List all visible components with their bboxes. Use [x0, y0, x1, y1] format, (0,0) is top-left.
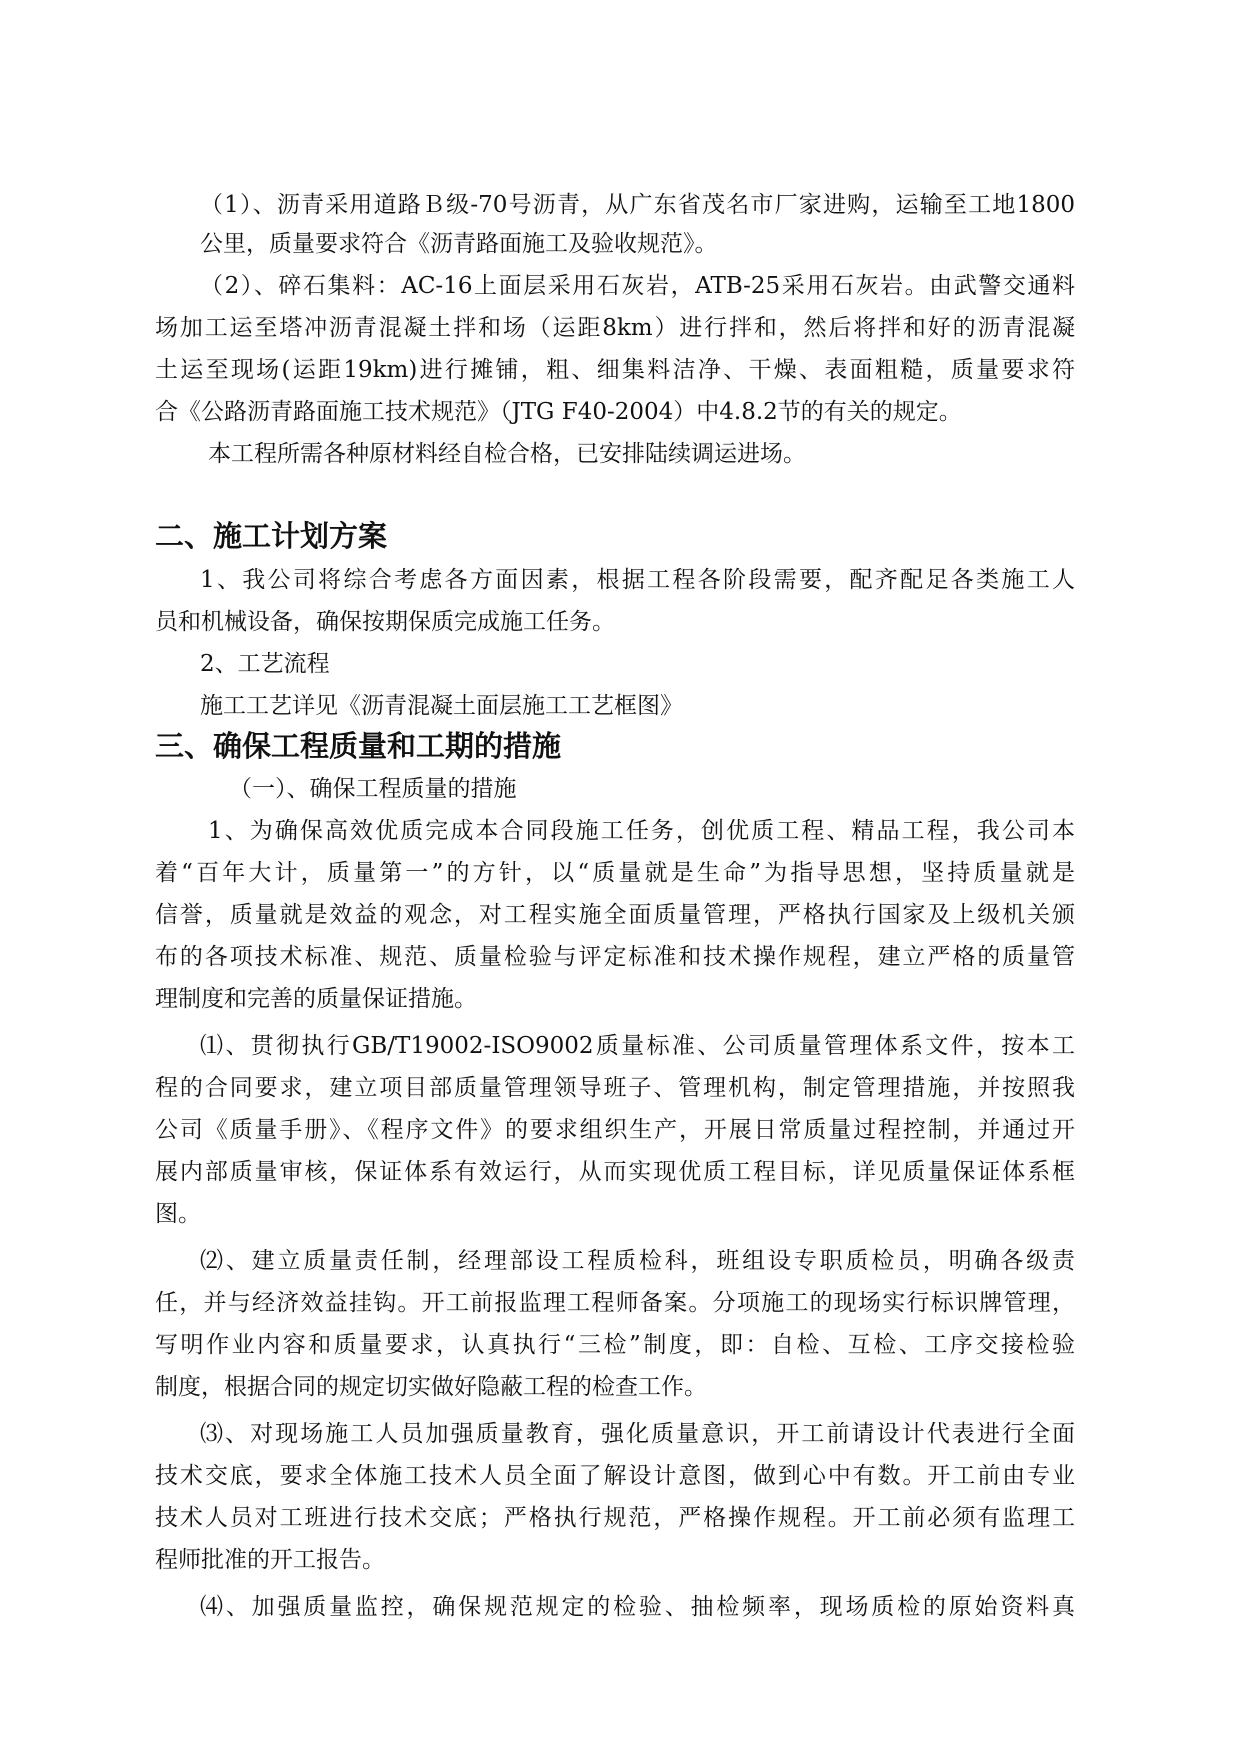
paragraph-line: 2、工艺流程: [200, 651, 330, 677]
paragraph-line: 施工工艺详见《沥青混凝土面层施工工艺框图》: [200, 693, 683, 719]
paragraph-line: 写明作业内容和质量要求，认真执行“三检”制度，即：自检、互检、工序交接检验: [155, 1332, 1075, 1358]
paragraph-line: （2）、碎石集料：AC-16上面层采用石灰岩，ATB-25采用石灰岩。由武警交通料: [200, 273, 1075, 299]
paragraph-line: 场加工运至塔冲沥青混凝土拌和场（运距8km）进行拌和，然后将拌和好的沥青混凝: [155, 315, 1075, 341]
paragraph-line: ⑷、加强质量监控，确保规范规定的检验、抽检频率，现场质检的原始资料真: [200, 1594, 1075, 1620]
sub-heading: （一）、确保工程质量的措施: [229, 776, 517, 802]
paragraph-line: 技术人员对工班进行技术交底；严格执行规范，严格操作规程。开工前必须有监理工: [155, 1505, 1075, 1531]
section-heading: 二、施工计划方案: [155, 519, 388, 553]
paragraph-line: 合《公路沥青路面施工技术规范》（JTG F40-2004）中4.8.2节的有关的规定。: [155, 399, 962, 425]
paragraph-line: 公司《质量手册》、《程序文件》的要求组织生产，开展日常质量过程控制，并通过开: [155, 1117, 1075, 1143]
paragraph-line: （1）、沥青采用道路Ｂ级-70号沥青，从广东省茂名市厂家进购，运输至工地1800: [200, 192, 1075, 218]
paragraph-line: 程的合同要求，建立项目部质量管理领导班子、管理机构，制定管理措施，并按照我: [155, 1075, 1075, 1101]
paragraph-line: ⑶、对现场施工人员加强质量教育，强化质量意识，开工前请设计代表进行全面: [200, 1421, 1075, 1447]
paragraph-line: 本工程所需各种原材料经自检合格，已安排陆续调运进场。: [208, 441, 806, 467]
section-heading: 三、确保工程质量和工期的措施: [155, 729, 562, 763]
paragraph-line: 理制度和完善的质量保证措施。: [155, 986, 477, 1012]
paragraph-line: ⑴、贯彻执行GB/T19002-ISO9002质量标准、公司质量管理体系文件，按本工: [200, 1033, 1075, 1059]
paragraph-line: 1、我公司将综合考虑各方面因素，根据工程各阶段需要，配齐配足各类施工人: [200, 567, 1075, 593]
paragraph-line: 布的各项技术标准、规范、质量检验与评定标准和技术操作规程，建立严格的质量管: [155, 944, 1075, 970]
paragraph-line: 程师批准的开工报告。: [155, 1547, 385, 1573]
paragraph-line: 员和机械设备，确保按期保质完成施工任务。: [155, 609, 615, 635]
paragraph-line: 土运至现场(运距19km)进行摊铺，粗、细集料洁净、干燥、表面粗糙，质量要求符: [155, 357, 1075, 383]
paragraph-line: ⑵、建立质量责任制，经理部设工程质检科，班组设专职质检员，明确各级责: [200, 1248, 1075, 1274]
paragraph-line: 信誉，质量就是效益的观念，对工程实施全面质量管理，严格执行国家及上级机关颁: [155, 902, 1075, 928]
paragraph-line: 制度，根据合同的规定切实做好隐蔽工程的检查工作。: [155, 1374, 707, 1400]
paragraph-line: 1、为确保高效优质完成本合同段施工任务，创优质工程、精品工程，我公司本: [208, 818, 1075, 844]
paragraph-line: 展内部质量审核，保证体系有效运行，从而实现优质工程目标，详见质量保证体系框: [155, 1159, 1075, 1185]
paragraph-line: 图。: [155, 1201, 201, 1227]
paragraph-line: 着“百年大计，质量第一”的方针，以“质量就是生命”为指导思想，坚持质量就是: [155, 860, 1075, 886]
paragraph-line: 公里，质量要求符合《沥青路面施工及验收规范》。: [200, 231, 718, 257]
paragraph-line: 技术交底，要求全体施工技术人员全面了解设计意图，做到心中有数。开工前由专业: [155, 1463, 1075, 1489]
paragraph-line: 任，并与经济效益挂钩。开工前报监理工程师备案。分项施工的现场实行标识牌管理，: [155, 1290, 1075, 1316]
